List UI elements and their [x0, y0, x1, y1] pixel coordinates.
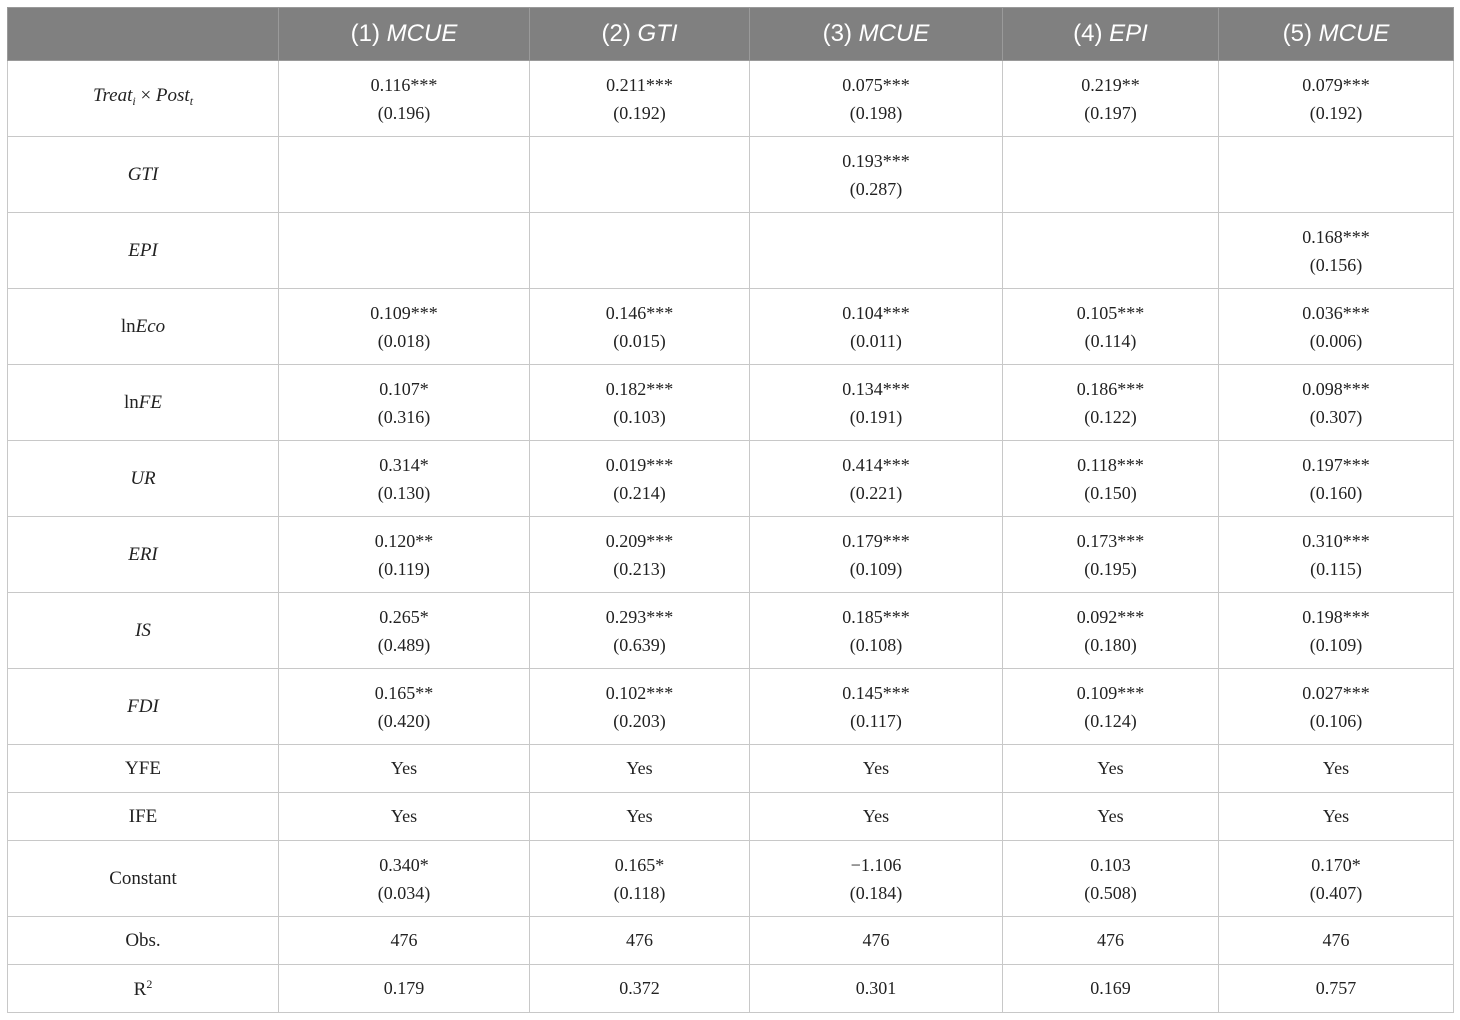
- cell: 0.165** (0.420): [279, 669, 530, 745]
- row-label-lneco: lnEco: [8, 289, 279, 365]
- cell: 0.301: [750, 965, 1003, 1013]
- cell: 0.197*** (0.160): [1219, 441, 1454, 517]
- cell: 476: [530, 917, 750, 965]
- cell: 0.145*** (0.117): [750, 669, 1003, 745]
- row-label-yfe: YFE: [8, 745, 279, 793]
- cell: −1.106 (0.184): [750, 841, 1003, 917]
- cell: [279, 213, 530, 289]
- row-lnfe: [8, 365, 1454, 441]
- cell: 0.092*** (0.180): [1003, 593, 1219, 669]
- cell: 0.757: [1219, 965, 1454, 1013]
- regression-table: [7, 7, 1454, 1013]
- cell: Yes: [279, 793, 530, 841]
- cell: Yes: [530, 745, 750, 793]
- header-blank: [8, 8, 279, 61]
- row-lneco: [8, 289, 1454, 365]
- header-col-3: (3) MCUE: [750, 8, 1003, 61]
- cell: Yes: [279, 745, 530, 793]
- cell: Yes: [1003, 793, 1219, 841]
- cell: Yes: [530, 793, 750, 841]
- row-ur: [8, 441, 1454, 517]
- row-label-obs: Obs.: [8, 917, 279, 965]
- cell: 0.118*** (0.150): [1003, 441, 1219, 517]
- cell: [1219, 137, 1454, 213]
- cell: 0.372: [530, 965, 750, 1013]
- cell: Yes: [750, 793, 1003, 841]
- cell: 0.102*** (0.203): [530, 669, 750, 745]
- cell: 0.198*** (0.109): [1219, 593, 1454, 669]
- cell: 476: [1219, 917, 1454, 965]
- row-eri: [8, 517, 1454, 593]
- cell: [279, 137, 530, 213]
- cell: 476: [279, 917, 530, 965]
- cell: 0.185*** (0.108): [750, 593, 1003, 669]
- cell: [530, 213, 750, 289]
- cell: 0.104*** (0.011): [750, 289, 1003, 365]
- cell: 476: [750, 917, 1003, 965]
- cell: 0.019*** (0.214): [530, 441, 750, 517]
- cell: 0.079*** (0.192): [1219, 61, 1454, 137]
- row-is: [8, 593, 1454, 669]
- cell: 0.146*** (0.015): [530, 289, 750, 365]
- cell: 0.107* (0.316): [279, 365, 530, 441]
- cell: Yes: [1219, 745, 1454, 793]
- cell: 0.109*** (0.124): [1003, 669, 1219, 745]
- cell: 476: [1003, 917, 1219, 965]
- row-constant: [8, 841, 1454, 917]
- row-treat-post: [8, 61, 1454, 137]
- header-row: [8, 8, 1454, 61]
- header-col-1: (1) MCUE: [279, 8, 530, 61]
- cell: 0.179*** (0.109): [750, 517, 1003, 593]
- cell: 0.186*** (0.122): [1003, 365, 1219, 441]
- cell: Yes: [1003, 745, 1219, 793]
- row-label-constant: Constant: [8, 841, 279, 917]
- row-label-r2: $R^2$: [8, 965, 279, 1013]
- row-gti: [8, 137, 1454, 213]
- cell: 0.219** (0.197): [1003, 61, 1219, 137]
- cell: 0.211*** (0.192): [530, 61, 750, 137]
- cell: 0.314* (0.130): [279, 441, 530, 517]
- row-label-treat-post: Treat$_i$ × Post$_t$: [8, 61, 279, 137]
- cell: 0.173*** (0.195): [1003, 517, 1219, 593]
- cell: 0.036*** (0.006): [1219, 289, 1454, 365]
- row-epi: [8, 213, 1454, 289]
- cell: [1003, 137, 1219, 213]
- row-ife: [8, 793, 1454, 841]
- cell: 0.120** (0.119): [279, 517, 530, 593]
- cell: 0.103 (0.508): [1003, 841, 1219, 917]
- cell: 0.027*** (0.106): [1219, 669, 1454, 745]
- row-label-ur: UR: [8, 441, 279, 517]
- cell: 0.414*** (0.221): [750, 441, 1003, 517]
- header-col-5: (5) MCUE: [1219, 8, 1454, 61]
- row-fdi: [8, 669, 1454, 745]
- cell: 0.209*** (0.213): [530, 517, 750, 593]
- cell: 0.340* (0.034): [279, 841, 530, 917]
- cell: Yes: [750, 745, 1003, 793]
- cell: 0.170* (0.407): [1219, 841, 1454, 917]
- row-label-ife: IFE: [8, 793, 279, 841]
- cell: 0.193*** (0.287): [750, 137, 1003, 213]
- cell: 0.098*** (0.307): [1219, 365, 1454, 441]
- row-r2: [8, 965, 1454, 1013]
- row-label-gti: GTI: [8, 137, 279, 213]
- cell: 0.165* (0.118): [530, 841, 750, 917]
- row-label-eri: ERI: [8, 517, 279, 593]
- cell: 0.116*** (0.196): [279, 61, 530, 137]
- cell: 0.168*** (0.156): [1219, 213, 1454, 289]
- cell: 0.105*** (0.114): [1003, 289, 1219, 365]
- cell: [530, 137, 750, 213]
- cell: Yes: [1219, 793, 1454, 841]
- header-col-2: (2) GTI: [530, 8, 750, 61]
- row-label-lnfe: lnFE: [8, 365, 279, 441]
- row-label-fdi: FDI: [8, 669, 279, 745]
- cell: 0.293*** (0.639): [530, 593, 750, 669]
- cell: 0.179: [279, 965, 530, 1013]
- cell: 0.134*** (0.191): [750, 365, 1003, 441]
- cell: [1003, 213, 1219, 289]
- cell: 0.109*** (0.018): [279, 289, 530, 365]
- row-yfe: [8, 745, 1454, 793]
- row-obs: [8, 917, 1454, 965]
- cell: 0.169: [1003, 965, 1219, 1013]
- row-label-epi: EPI: [8, 213, 279, 289]
- cell: 0.075*** (0.198): [750, 61, 1003, 137]
- row-label-is: IS: [8, 593, 279, 669]
- cell: 0.310*** (0.115): [1219, 517, 1454, 593]
- cell: 0.265* (0.489): [279, 593, 530, 669]
- header-col-4: (4) EPI: [1003, 8, 1219, 61]
- cell: [750, 213, 1003, 289]
- cell: 0.182*** (0.103): [530, 365, 750, 441]
